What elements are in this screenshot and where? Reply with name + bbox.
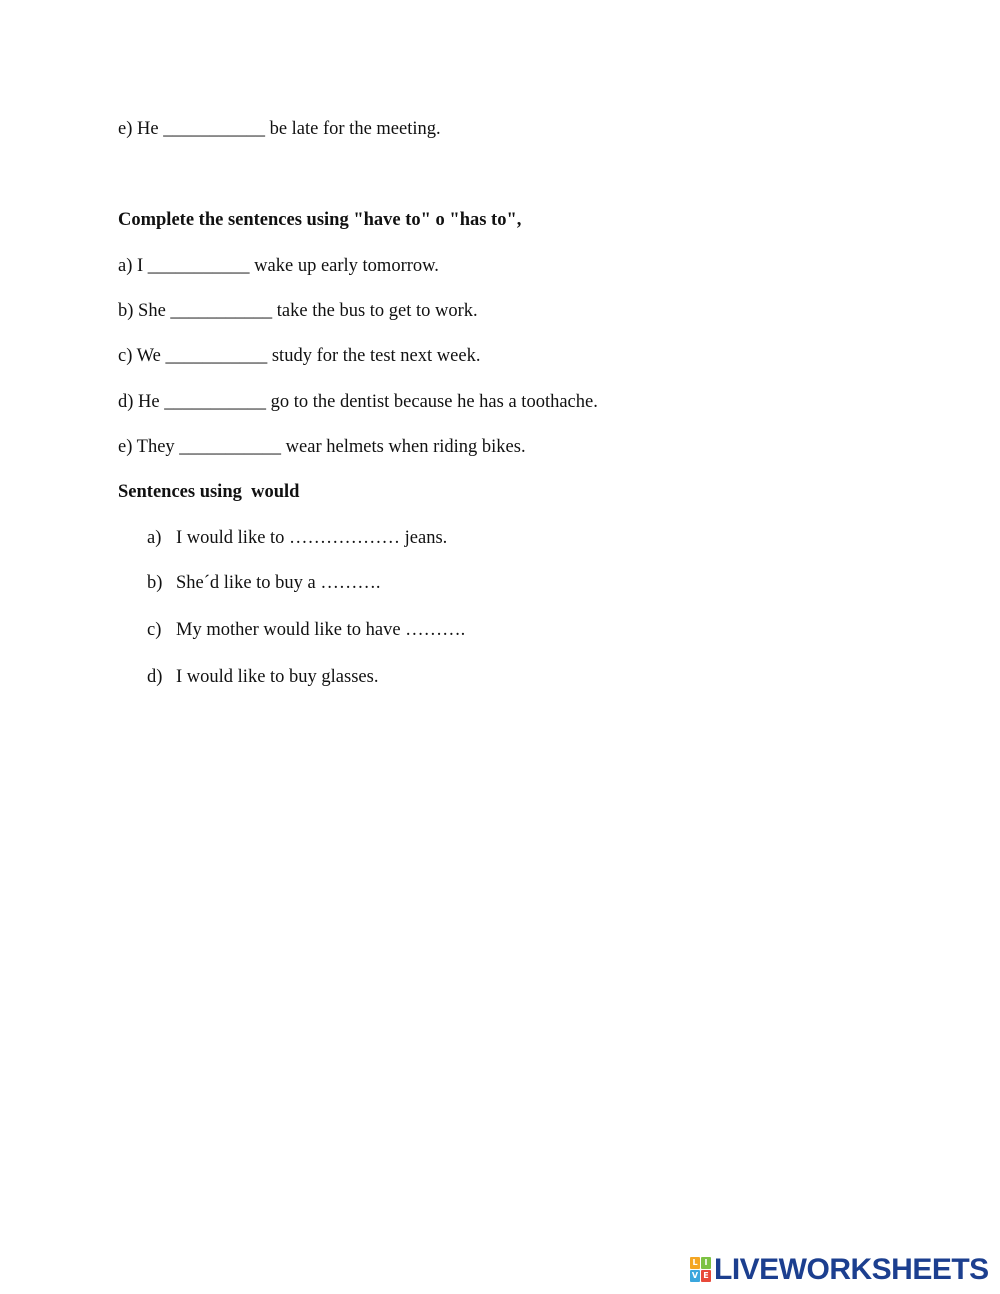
- have-to-item-e: e) They ___________ wear helmets when riding bikes.: [118, 437, 526, 457]
- have-to-item-c: c) We ___________ study for the test next week.: [118, 346, 481, 366]
- logo-letter-l: L: [690, 1257, 700, 1269]
- have-to-item-d: d) He ___________ go to the dentist because he has a toothache.: [118, 392, 598, 412]
- section-heading-would: Sentences using would: [118, 482, 300, 502]
- section-heading-have-to: Complete the sentences using "have to" o "has to",: [118, 210, 522, 230]
- list-item-text: She´d like to buy a ……….: [176, 573, 381, 593]
- liveworksheets-logo[interactable]: [690, 1253, 989, 1287]
- live-logo-icon: [690, 1257, 712, 1283]
- list-marker: b): [147, 573, 163, 593]
- list-item-text: My mother would like to have ……….: [176, 620, 466, 640]
- logo-letter-e: E: [701, 1270, 711, 1282]
- have-to-item-b: b) She ___________ take the bus to get to work.: [118, 301, 478, 321]
- have-to-item-a: a) I ___________ wake up early tomorrow.: [118, 256, 439, 276]
- list-item-text: I would like to ……………… jeans.: [176, 528, 448, 548]
- logo-letter-i: I: [701, 1257, 711, 1269]
- logo-letter-v: V: [691, 1271, 699, 1280]
- list-item-text: I would like to buy glasses.: [176, 667, 379, 687]
- list-marker: d): [147, 667, 163, 687]
- list-marker: a): [147, 528, 162, 548]
- logo-wordmark: LIVEWORKSHEETS: [714, 1253, 989, 1286]
- exercise-item-e-top: e) He ___________ be late for the meeting.: [118, 119, 441, 139]
- list-marker: c): [147, 620, 162, 640]
